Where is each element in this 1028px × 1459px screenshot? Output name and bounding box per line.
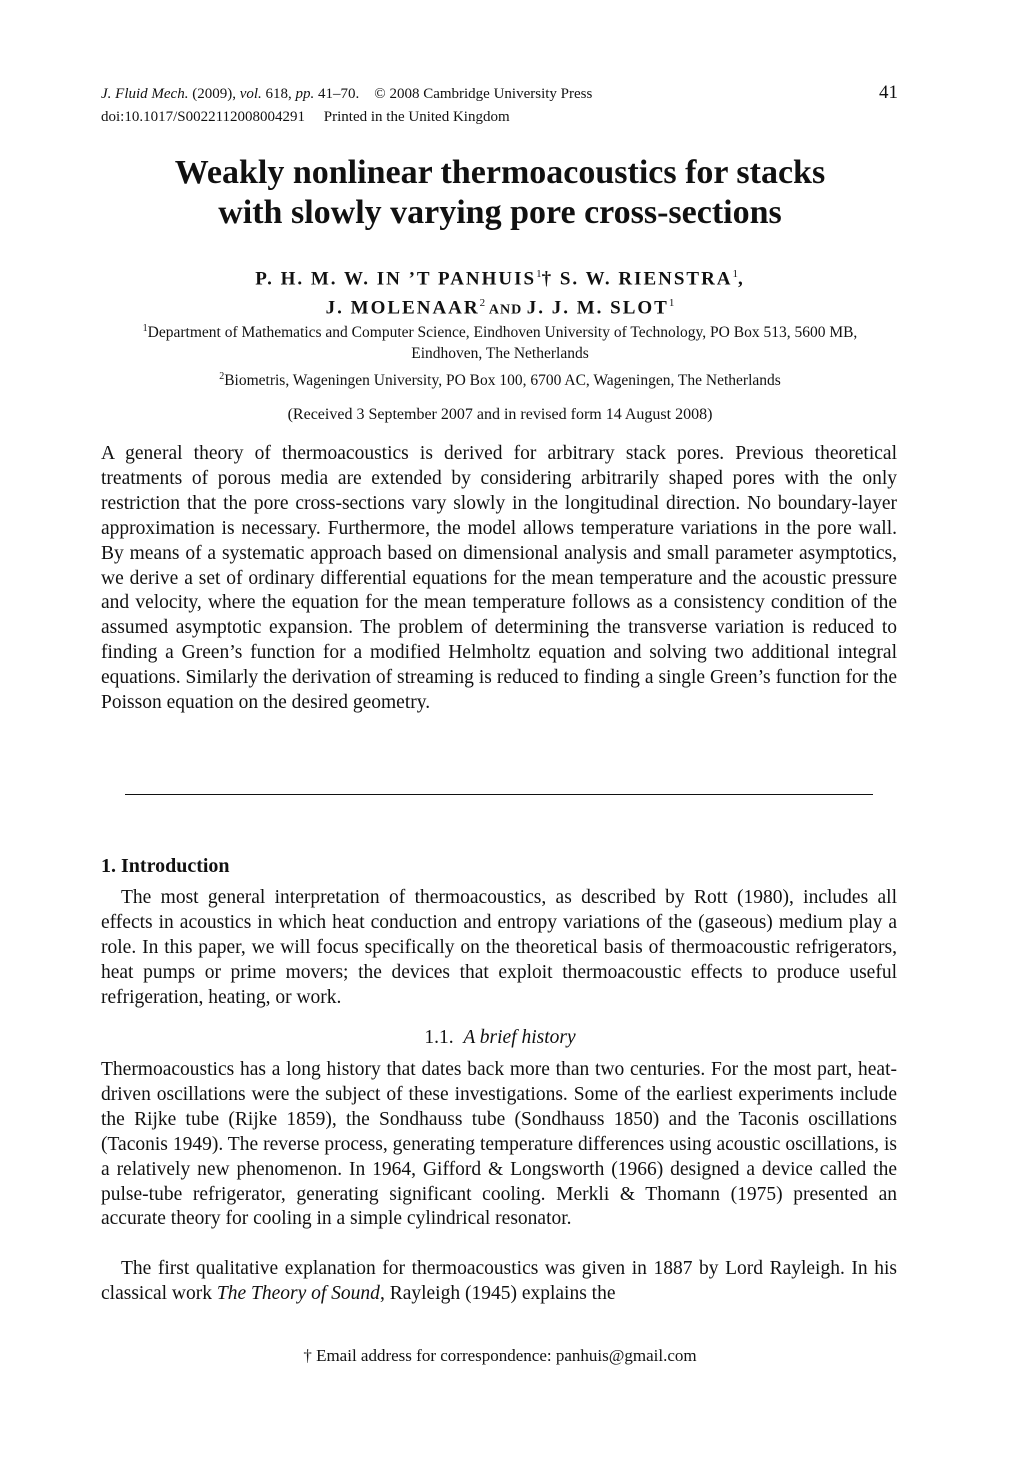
received-dates: (Received 3 September 2007 and in revised form 14 August 2008) (287, 406, 713, 423)
author-list (0, 262, 1000, 323)
author-separator: , (738, 268, 745, 290)
author-conjunction: AND (485, 302, 527, 318)
doi: doi:10.1017/S0022112008004291 (101, 109, 306, 125)
subsection-heading (0, 1027, 1000, 1049)
author-name: J. MOLENAAR (325, 297, 480, 319)
page-range: 41–70. (318, 86, 360, 102)
printed-location: Printed in the United Kingdom (323, 109, 510, 125)
page-number: 41 (879, 82, 898, 103)
affiliation-mark: 1 (142, 323, 148, 334)
abstract: A general theory of thermoacoustics is derived for arbitrary stack pores. Previous theoretical treatments of porous media are extended by considering arbitrarily shaped pores with the only restriction that the pore cross-sections vary slowly in the longitudinal direction. No boundary-layer approximation is necessary. Furthermore, the model allows temperature variations in the pore wall. By means of a systematic approach based on dimensional analysis and small parameter asymptotics, we derive a set of ordinary differential equations for the mean temperature and the acoustic pressure and velocity, where the equation for the mean temperature follows as a consistency condition of the assumed asymptotic expansion. The problem of determining the transverse variation is reduced to finding a Green’s function for a modified Helmholtz equation and solving two additional integral equations. Similarly the derivation of streaming is reduced to finding a single Green’s function for the Poisson equation on the desired geometry. (101, 443, 897, 714)
affiliation-mark: 2 (219, 371, 225, 382)
journal-name: J. Fluid Mech. (101, 86, 189, 102)
author-affil-mark: 1 (536, 268, 542, 280)
body-paragraph (101, 1257, 897, 1307)
paragraph-text: The first qualitative explanation for thermoacoustics was given in 1887 by Lord Rayleigh. In his classical work (101, 1258, 897, 1304)
journal-year: (2009), (192, 86, 236, 102)
dagger-mark: † (541, 268, 554, 290)
author-line-1 (0, 262, 1000, 291)
subsection-title: A brief history (463, 1027, 576, 1048)
title-line-2: with slowly varying pore cross-sections (218, 194, 782, 231)
volume-label: vol. (239, 86, 262, 102)
affiliation-text: Biometris, Wageningen University, PO Box 100, 6700 AC, Wageningen, The Netherlands (224, 372, 781, 390)
author-affil-mark: 1 (732, 268, 739, 280)
section-heading: 1. Introduction (101, 855, 230, 877)
affiliation-1 (110, 318, 890, 364)
author-affil-mark: 2 (479, 297, 486, 310)
body-paragraph: The most general interpretation of thermoacoustics, as described by Rott (1980), includes all effects in acoustics in which heat conduction and entropy variations of the (gaseous) medium play a role. In this paper, we will focus specifically on the theoretical basis of thermoacoustic refrigerators, heat pumps or prime movers; the devices that exploit thermoacoustic effects to produce useful refrigeration, heating, or work. (101, 887, 897, 1008)
volume-number: 618, (265, 86, 292, 102)
paragraph-text: , Rayleigh (1945) explains the (379, 1282, 616, 1304)
author-name: J. J. M. SLOT (526, 297, 669, 319)
title-line-1: Weakly nonlinear thermoacoustics for stacks (174, 154, 826, 191)
body-paragraph: Thermoacoustics has a long history that dates back more than two centuries. For the most part, heat-driven oscillations were the subject of these investigations. Some of the earliest experiments include the Rijke tube (Rijke 1859), the Sondhauss tube (Sondhauss 1850) and the Taconis oscillations (Taconis 1949). The reverse process, generating temperature differences using acoustic oscillations, is a relatively new phenomenon. In 1964, Gifford & Longsworth (1966) designed a device called the pulse-tube refrigerator, generating significant cooling. Merkli & Thomann (1975) presented an accurate theory for cooling in a simple cylindrical resonator. (101, 1059, 897, 1230)
abstract-divider (125, 794, 873, 795)
author-name: S. W. RIENSTRA (553, 268, 733, 290)
copyright-notice: © 2008 Cambridge University Press (374, 86, 593, 102)
pages-label: pp. (295, 86, 315, 102)
paper-title (0, 153, 1000, 233)
affiliation-2 (110, 366, 890, 391)
subsection-number: 1.1. (424, 1027, 454, 1048)
running-header-citation (101, 85, 592, 103)
correspondence-footnote: † Email address for correspondence: panhuis@gmail.com (303, 1346, 697, 1365)
author-affil-mark: 1 (668, 297, 675, 310)
affiliation-text: Department of Mathematics and Computer Science, Eindhoven University of Technology, PO Box 513, 5600 MB, Eindhoven, The Netherlands (147, 324, 858, 363)
book-title: The Theory of Sound (216, 1282, 380, 1304)
running-header-doi (101, 108, 510, 126)
author-name: P. H. M. W. IN ’T PANHUIS (255, 268, 537, 290)
